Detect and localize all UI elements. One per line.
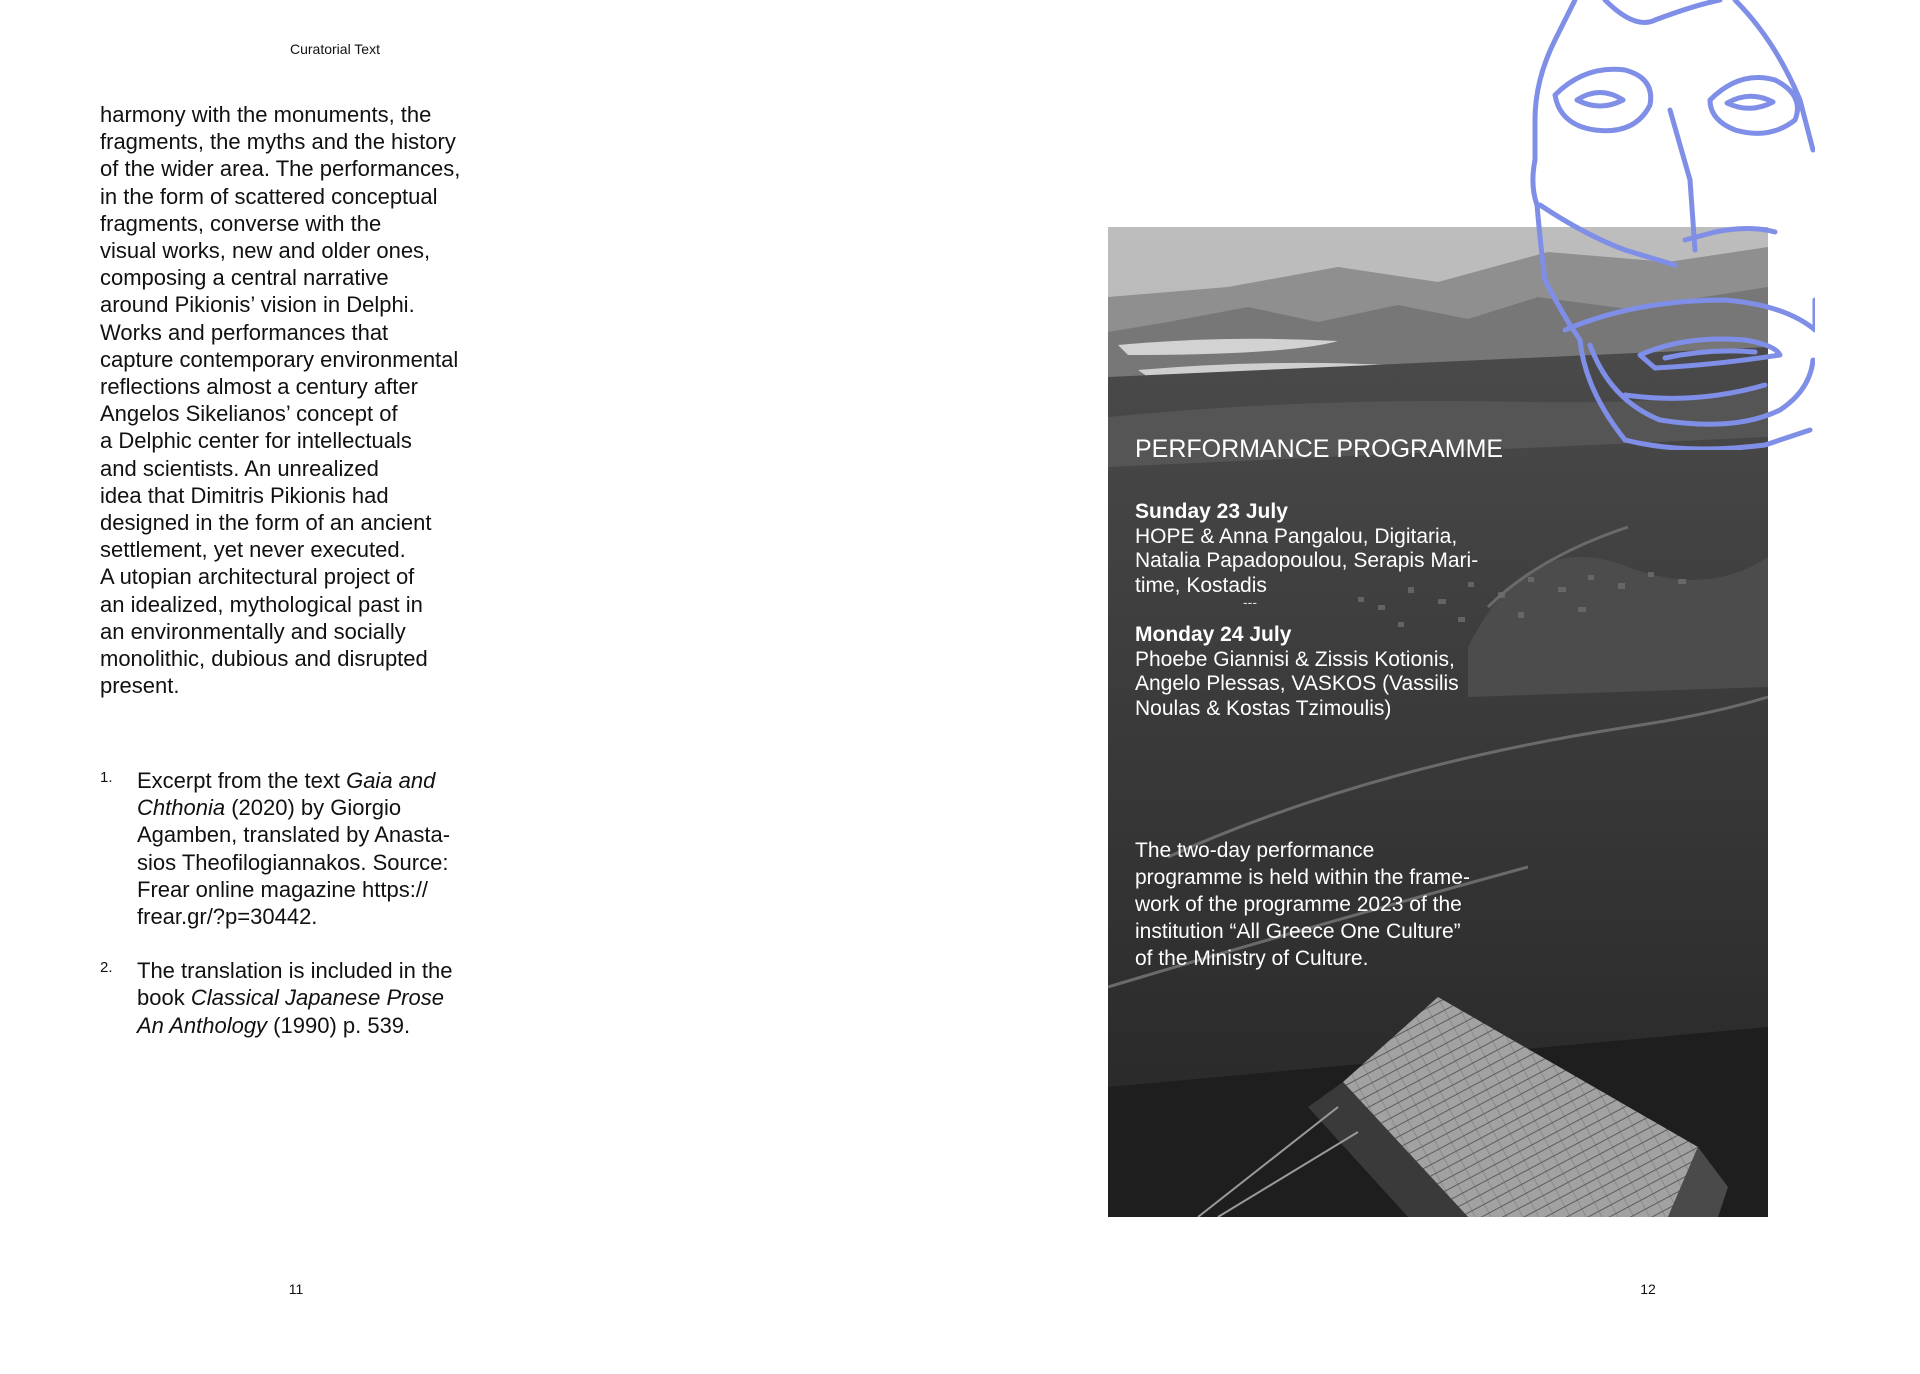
footnote-line: Chthonia (2020) by Giorgio [137,795,402,821]
programme-day-artists-line: time, Kostadis [1135,573,1267,597]
footnote-line: Agamben, translated by Anasta- [137,822,451,848]
programme-day-artists-line: Phoebe Giannisi & Zissis Kotionis, [1135,647,1455,671]
body-text-line: monolithic, dubious and disrupted [100,646,428,672]
body-text-line: a Delphic center for intellectuals [100,428,412,454]
footnote-line: book Classical Japanese Prose [137,985,444,1011]
body-text-line: of the wider area. The performances, [100,156,461,182]
body-text-line: harmony with the monuments, the [100,102,432,127]
body-text-line: fragments, converse with the [100,210,382,236]
footnote-line: sios Theofilogiannakos. Source: [137,849,449,875]
programme-info [1135,837,1470,972]
footnote-line: An Anthology (1990) p. 539. [137,1012,411,1038]
footnote-text [137,957,497,1039]
body-text-line: capture contemporary environmental [100,346,459,372]
body-text-line: reflections almost a century after [100,374,418,400]
footnote-line: frear.gr/?p=30442. [137,904,318,930]
footnote-line: The translation is included in the [137,958,453,984]
body-text-line: and scientists. An unrealized [100,455,379,481]
body-text-line: composing a central narrative [100,265,389,291]
page-number-left: 11 [288,1281,304,1297]
body-text-line: around Pikionis’ vision in Delphi. [100,292,415,318]
programme-day-artists-line: Angelo Plessas, VASKOS (Vassilis [1135,672,1459,695]
programme-day-artists-line: HOPE & Anna Pangalou, Digitaria, [1135,524,1458,548]
programme-day-artists-line: Noulas & Kostas Tzimoulis) [1135,696,1392,720]
footnote-number: 2. [100,959,113,977]
body-text-line: idea that Dimitris Pikionis had [100,482,389,508]
section-label: Curatorial Text [289,41,380,57]
programme-info-line: The two-day performance [1135,839,1375,862]
footnotes [100,767,500,1066]
programme-title: PERFORMANCE PROGRAMME [1135,435,1504,463]
day-separator: --- [1243,594,1257,610]
body-text-line: settlement, yet never executed. [100,537,406,563]
body-text-line: fragments, the myths and the history [100,129,456,155]
programme-info-line: of the Ministry of Culture. [1135,947,1369,970]
footnote [100,767,500,930]
page-number-right: 12 [1640,1281,1656,1297]
curatorial-body-text [100,101,500,699]
programme-info-line: institution “All Greece One Culture” [1135,920,1461,943]
footnote-line: Frear online magazine https:// [137,876,429,902]
body-text-line: Angelos Sikelianos’ concept of [100,401,398,427]
body-text-line: A utopian architectural project of [100,564,415,590]
body-text-line: designed in the form of an ancient [100,510,432,536]
footnote-line: Excerpt from the text Gaia and [137,768,436,793]
programme-day-2 [1135,623,1459,721]
body-text-line: visual works, new and older ones, [100,238,431,264]
programme-day-date: Monday 24 July [1135,623,1292,646]
body-text-line: in the form of scattered conceptual [100,183,438,209]
body-text-line: an environmentally and socially [100,618,406,644]
footnote-number: 1. [100,769,113,786]
body-text-line: Works and performances that [100,319,389,345]
footnote-text [137,767,497,930]
programme-day-1 [1135,500,1478,598]
programme-day-date: Sunday 23 July [1135,500,1288,523]
programme-info-line: programme is held within the frame- [1135,866,1470,889]
body-text-line: an idealized, mythological past in [100,591,423,617]
programme-info-line: work of the programme 2023 of the [1135,893,1462,916]
footnote [100,957,500,1039]
programme-day-artists-line: Natalia Papadopoulou, Serapis Mari- [1135,549,1479,572]
mask-illustration-icon [1515,0,1815,450]
body-text-line: present. [100,673,180,699]
